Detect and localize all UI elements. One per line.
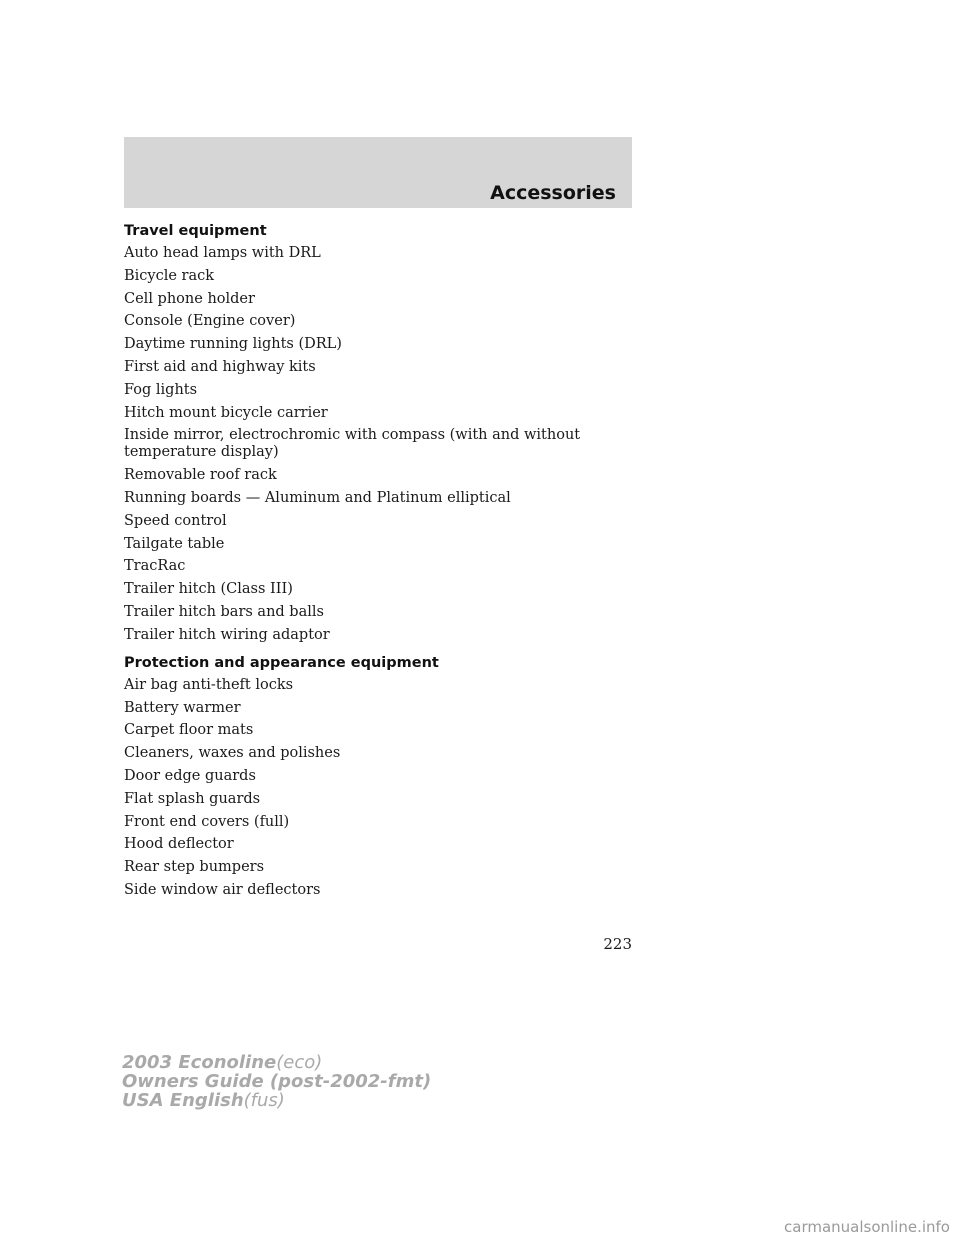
list-item: Trailer hitch bars and balls — [124, 603, 324, 620]
list-item: Tailgate table — [124, 535, 225, 552]
list-item: TracRac — [124, 558, 186, 575]
list-item: Fog lights — [124, 381, 198, 398]
list-item: Cell phone holder — [124, 290, 255, 307]
list-item: Cleaners, waxes and polishes — [124, 745, 341, 762]
list-item: Hood deflector — [124, 836, 234, 853]
section-heading: Protection and appearance equipment — [124, 654, 439, 671]
watermark-link[interactable]: carmanualsonline.info — [784, 1218, 950, 1236]
list-item: Auto head lamps with DRL — [124, 245, 321, 261]
list-item: Hitch mount bicycle carrier — [124, 404, 328, 421]
list-item: Running boards — Aluminum and Platinum elliptical — [124, 489, 511, 506]
list-item: Trailer hitch (Class III) — [124, 581, 293, 598]
section-heading: Travel equipment — [124, 223, 267, 239]
footer-model-code: (eco) — [276, 1052, 323, 1073]
list-item: Door edge guards — [124, 767, 256, 784]
list-item: Front end covers (full) — [124, 813, 290, 830]
section-travel-equipment — [124, 222, 644, 644]
list-item: Speed control — [124, 512, 227, 529]
list-item: Bicycle rack — [124, 267, 215, 284]
page-title: Accessories — [490, 182, 616, 204]
list-item: Console (Engine cover) — [124, 313, 296, 330]
footer-model-line — [122, 1053, 431, 1072]
list-item: First aid and highway kits — [124, 358, 316, 375]
page-content — [124, 222, 644, 905]
list-item: Removable roof rack — [124, 467, 277, 484]
footer-language: USA English — [122, 1090, 244, 1111]
list-item: Air bag anti-theft locks — [124, 676, 294, 693]
accessory-list — [124, 677, 644, 899]
list-item: Trailer hitch wiring adaptor — [124, 626, 330, 643]
list-item: Daytime running lights (DRL) — [124, 336, 342, 353]
footer-language-code: (fus) — [243, 1090, 285, 1111]
list-item: Rear step bumpers — [124, 859, 265, 876]
document-footer — [122, 1053, 431, 1110]
footer-model: 2003 Econoline — [122, 1052, 277, 1073]
section-header-band — [124, 137, 632, 208]
list-item: Flat splash guards — [124, 790, 261, 807]
footer-language-line — [122, 1091, 431, 1110]
section-protection-appearance — [124, 654, 644, 899]
list-item: Carpet floor mats — [124, 722, 254, 739]
list-item: Inside mirror, electrochromic with compass (with and without temperature display) — [124, 427, 581, 461]
list-item: Battery warmer — [124, 699, 241, 716]
page-number: 223 — [603, 935, 632, 953]
accessory-list — [124, 245, 644, 644]
footer-guide: Owners Guide (post-2002-fmt) — [122, 1071, 432, 1092]
list-item: Side window air deflectors — [124, 881, 321, 898]
